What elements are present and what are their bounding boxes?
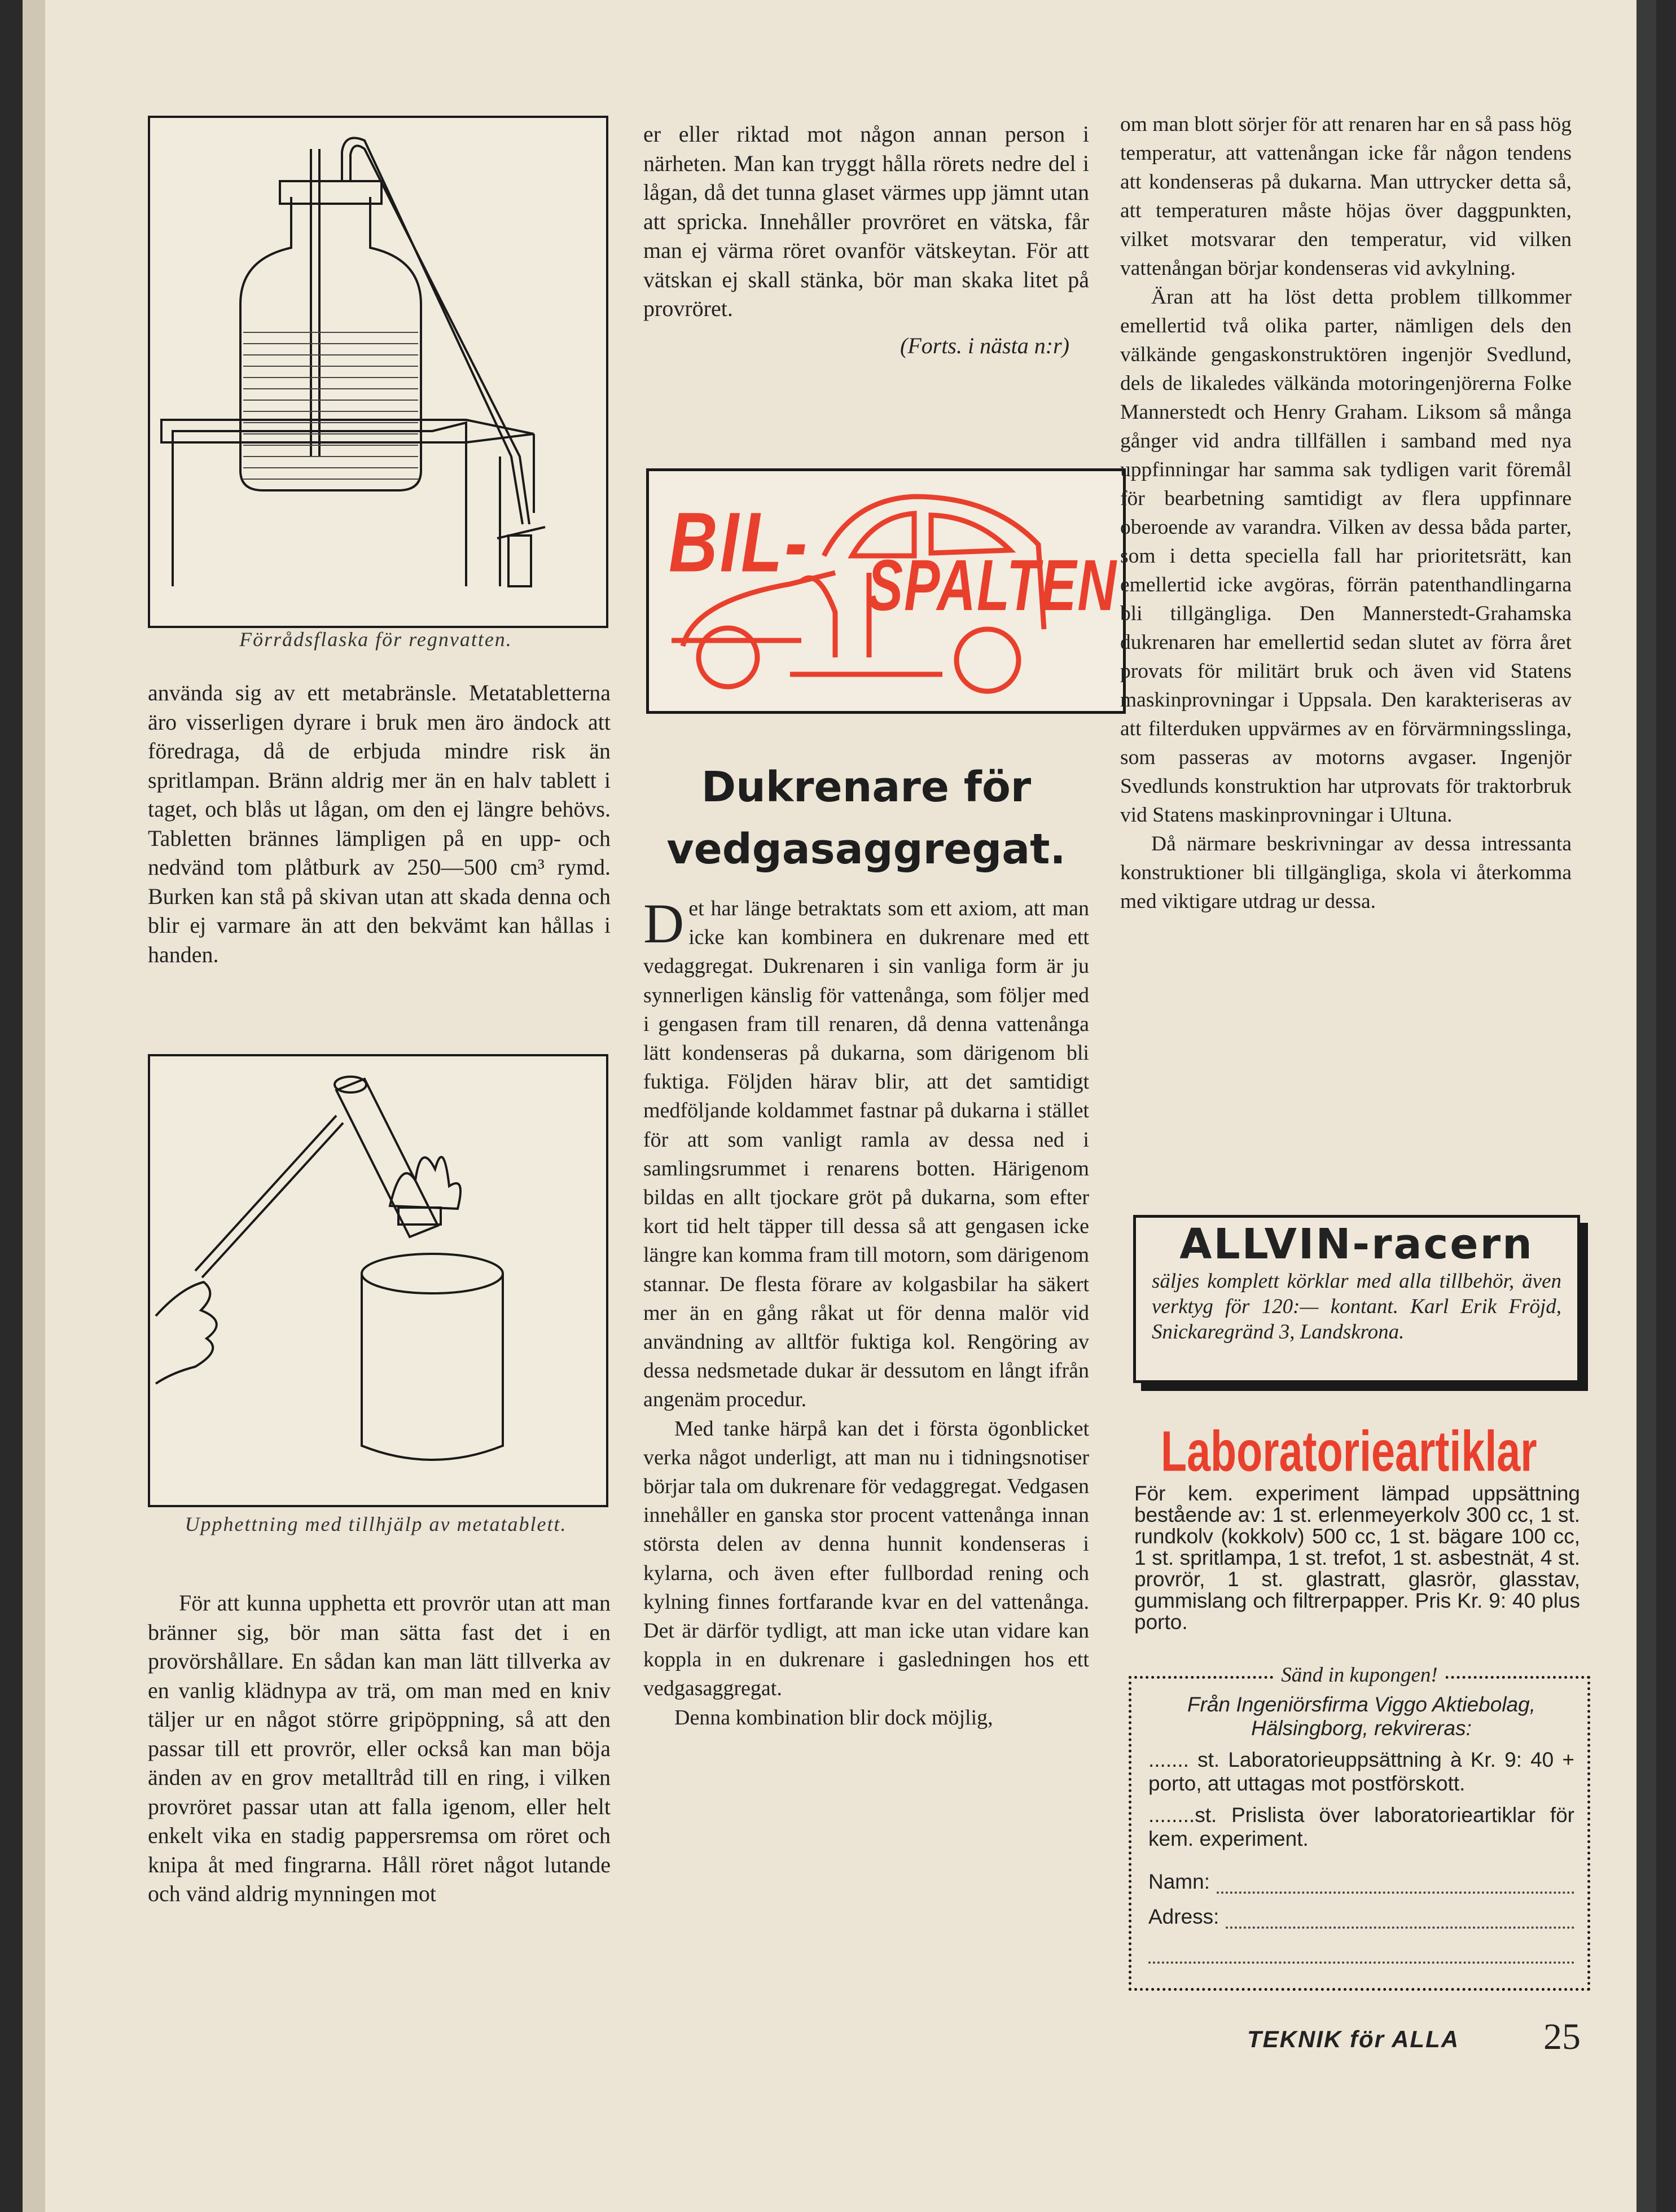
col3-paragraph-3: Då närmare beskrivningar av dessa intressanta konstruktioner bli tillgängliga, skola vi återkomma med viktigare utdrag ur dessa. xyxy=(1120,832,1572,913)
page-edge xyxy=(1636,0,1656,2212)
heating-illustration xyxy=(150,1056,606,1505)
column-2-article xyxy=(643,894,1089,1732)
page-number: 25 xyxy=(1543,2016,1581,2057)
col1-paragraph-1: använda sig av ett metabränsle. Metatabletterna äro visserligen dyrare i bruk men äro ändock att föredraga, då de erbjuda mindre risk än spritlampan. Bränn aldrig mer än en halv tablett i taget, och blås ut lågan, om den ej längre behövs. Tabletten brännes lämpligen på en upp- och nedvänd tom plåtburk av 250—500 cm³ rymd. Burken kan stå på skivan utan att skada denna och blir ej varmare än att den bekvämt kan hållas i handen. xyxy=(148,680,611,967)
coupon-name-row xyxy=(1148,1859,1574,1894)
drop-cap: D xyxy=(643,892,685,955)
article-paragraph-1 xyxy=(643,894,1089,1415)
allvin-ad-text: säljes komplett körklar med alla tillbehör, även verktyg för 120:— kontant. Karl Erik Fröjd, Snickaregränd 3, Landskrona. xyxy=(1152,1270,1561,1344)
column-3 xyxy=(1120,110,1572,916)
order-coupon xyxy=(1129,1664,1590,1991)
coupon-name-field[interactable] xyxy=(1217,1870,1574,1894)
coupon-name-label: Namn: xyxy=(1148,1870,1210,1893)
coupon-header xyxy=(1131,1663,1587,1687)
coupon-order-line-2[interactable]: ........st. Prislista över laboratorieartiklar för kem. experiment. xyxy=(1148,1803,1574,1850)
banner-bil-text: BIL- xyxy=(669,495,810,590)
coupon-address-label: Adress: xyxy=(1148,1905,1219,1928)
allvin-ad-title: ALLVIN-racern xyxy=(1179,1220,1534,1269)
magazine-page xyxy=(23,0,1656,2212)
coupon-address-field-2[interactable] xyxy=(1148,1940,1574,1964)
column-1-bottom xyxy=(148,1588,611,1908)
lab-ad-text: För kem. experiment lämpad uppsättning bestående av: 1 st. erlenmeyerkolv 300 cc, 1 st. rundkolv (kokkolv) 500 cc, 1 st. bägare 100 cc, 1 st. spritlampa, 1 st. trefot, 1 st. asbestnät, 4 st. provrör, 1 st. glastratt, glasrör, glasstav, gummislang och filtrerpapper. Pris Kr. 9: 40 plus porto. xyxy=(1134,1482,1580,1634)
figure2-caption: Upphettning med tillhjälp av metatablett. xyxy=(185,1513,567,1535)
bil-spalten-banner xyxy=(646,468,1126,714)
col1-paragraph-2: För att kunna upphetta ett provrör utan att man bränner sig, bör man sätta fast det i en provörshållare. En sådan kan man lätt tillverka av en vanlig klädnypa av trä, om man med en kniv täljer ur en något större gripöppning, så att den passar till ett provrör, eller också kan man böja änden av en grov metalltråd till en ring, i vilken provröret passar utan att falla igenom, eller helt enkelt vika en stadig pappersremsa om röret och knipa åt med fingrarna. Håll röret något lutande och vänd aldrig mynningen mot xyxy=(148,1590,611,1906)
coupon-header-text: Sänd in kupongen! xyxy=(1273,1664,1445,1687)
article-paragraph-1-text: et har länge betraktats som ett axiom, att man icke kan kombinera en dukrenare med ett vedaggregat. Dukrenaren i sin vanliga form är ju synnerligen känslig för vattenånga, som följer med i gengasen fram till renaren, då denna vattenånga lätt kondenseras på dukarna, som därigenom bli fuktiga. Följden härav blir, att det samtidigt medföljande koldammet fastnar på dukarna i stället för att som vanligt ramla av dessa ned i samlingsrummet i renarens botten. Härigenom bildas en allt tjockare gröt på dukarna, som efter kort tid helt täpper till dessa så att gengasen icke längre kan komma fram till motorn, som därigenom stannar. De flesta förare av kolgasbilar ha säkert mer än en gång råkat ut för denna malör vid användning av alltför fuktiga kol. Rengöring av dessa nedsmetade dukar är dessutom en långt ifrån angenäm procedur. xyxy=(643,897,1089,1412)
coupon-order-line-1[interactable]: ....... st. Laboratorieuppsättning à Kr. 9: 40 + porto, att uttagas mot postförskott. xyxy=(1148,1748,1574,1795)
allvin-ad xyxy=(1133,1215,1580,1383)
continued-note: (Forts. i nästa n:r) xyxy=(900,332,1069,358)
article-paragraph-3: Denna kombination blir dock möjlig, xyxy=(674,1705,993,1730)
coupon-address-row xyxy=(1148,1894,1574,1929)
banner-spalten-text: SPALTEN xyxy=(867,545,1117,626)
coupon-address-field[interactable] xyxy=(1226,1905,1574,1929)
lab-ad-title: Laboratorieartiklar xyxy=(1161,1420,1537,1484)
column-1-top xyxy=(148,678,611,969)
article-headline: Dukrenare för vedgasaggregat. xyxy=(666,763,1066,874)
figure1-caption: Förrådsflaska för regnvatten. xyxy=(239,628,512,651)
magazine-name: TEKNIK för ALLA xyxy=(1247,2026,1460,2052)
figure-heating xyxy=(148,1054,608,1507)
col3-paragraph-2: Äran att ha löst detta problem tillkommer emellertid två olika parter, nämligen dels den välkände gengaskonstruktören ingenjör Svedlund, dels de likaledes välkända motoringenjörerna Folke Mannerstedt och Henry Graham. Liksom så många gånger vid andra tillfällen i samband med nya uppfinningar har samma sak tydligen varit föremål för bearbetning samtidigt av flera uppfinnare oberoende av varandra. Vilken av dessa båda parter, som i detta speciella fall har prioritetsrätt, kan emellertid icke avgöras, förrän patenthandlingarna bli tillgängliga. Den Mannerstedt-Grahamska dukrenaren har emellertid sedan slutet av förra året provats för militärt bruk och även vid Statens maskinprovningar i Uppsala. Den karakteriseras av att filterduken uppvärmes av en förvärmningsslinga, som passeras av motorns avgaser. Ingenjör Svedlunds konstruktion har utprovats för traktorbruk vid Statens maskinprovningar i Ultuna. xyxy=(1120,286,1572,827)
page-gutter xyxy=(23,0,45,2212)
storage-bottle-illustration xyxy=(150,118,606,626)
coupon-from: Från Ingeniörsfirma Viggo Aktiebolag, Hälsingborg, rekvireras: xyxy=(1187,1693,1535,1740)
column-2-top xyxy=(643,120,1089,360)
coupon-body xyxy=(1148,1693,1574,1964)
article-paragraph-2: Med tanke härpå kan det i första ögonblicket verka något underligt, att man nu i tidningsnotiser börjar tala om dukrenare för vedaggregat. Vedgasen innehåller en ganska stor procent vattenånga innan största delen av denna hunnit kondenseras i kylarna, och även efter fullbordad rening och kylning finnes fortfarande kvar en del vattenånga. Det är därför tydligt, att man icke utan vidare kan koppla in en dukrenare i gasledningen hos ett vedgasaggregat. xyxy=(643,1416,1089,1701)
figure-storage-bottle xyxy=(148,116,608,628)
col3-paragraph-1: om man blott sörjer för att renaren har en så pass hög temperatur, att vattenångan icke får någon tendens att kondenseras på dukarna. Man uttrycker detta så, att temperaturen måste höjas över daggpunkten, vilket motsvarar den temperatur, vid vilken vattenångan börjar kondenseras vid avkylning. xyxy=(1120,113,1572,280)
col2-paragraph-1: er eller riktad mot någon annan person i närheten. Man kan tryggt hålla rörets nedre del i lågan, då det tunna glaset värmes upp jämnt utan att spricka. Innehåller provröret en vätska, får man ej värma röret ovanför vätskeytan. För att vätskan ej skall stänka, bör man skaka litet på provröret. xyxy=(643,121,1089,321)
